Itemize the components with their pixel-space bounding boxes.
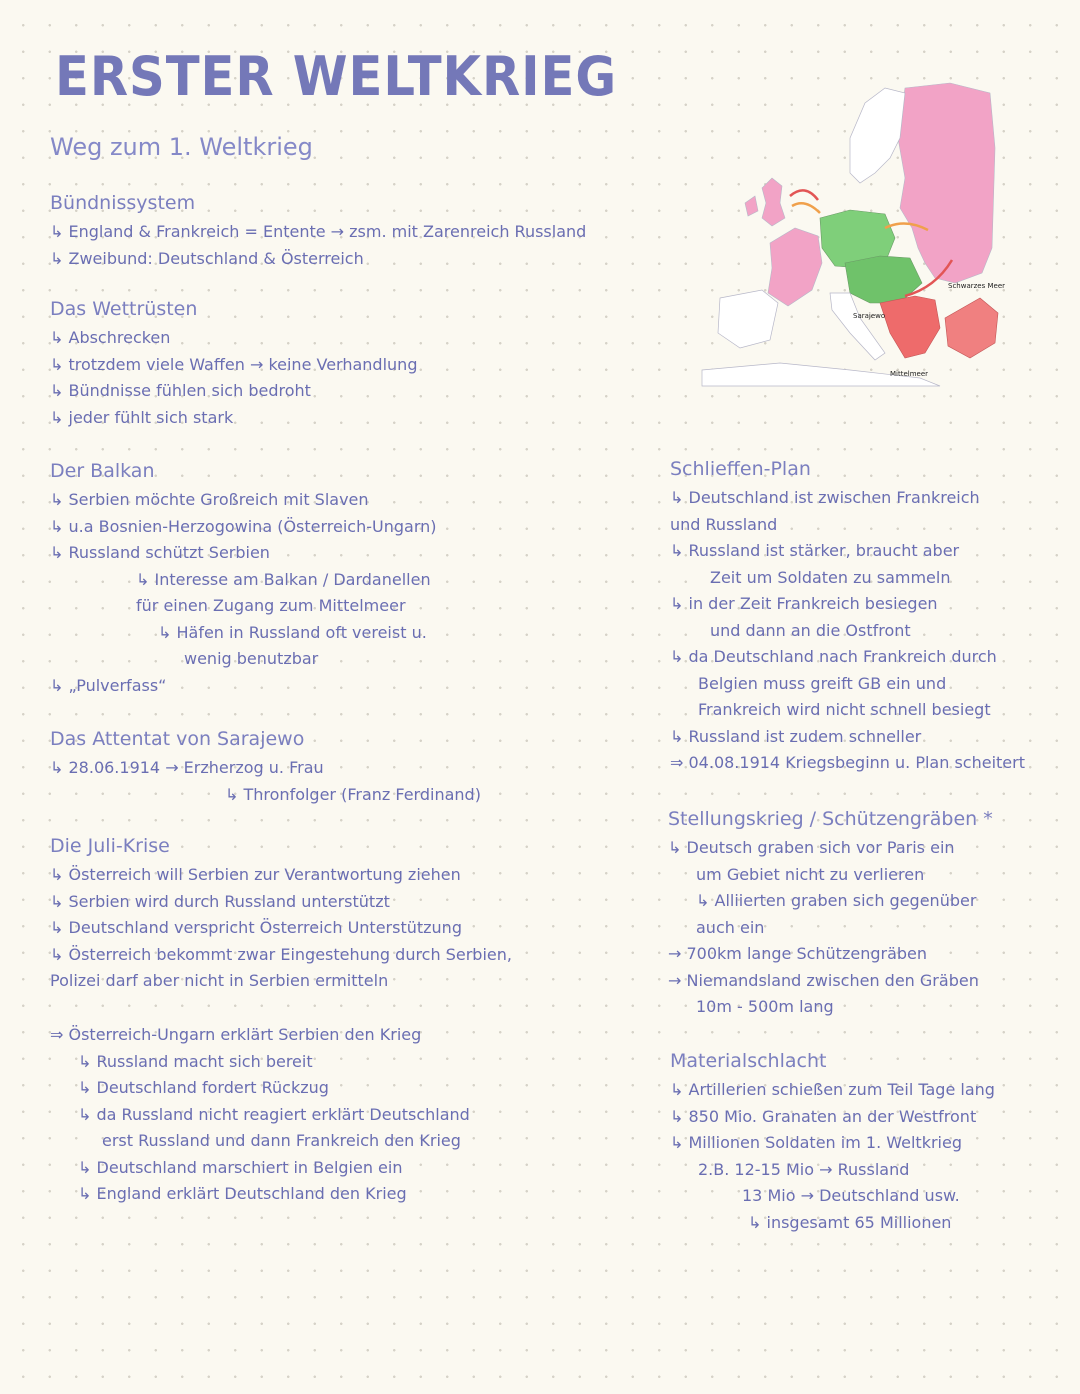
text-line: ↳ Serbien möchte Großreich mit Slaven xyxy=(50,490,369,509)
text-line: ↳ Deutsch graben sich vor Paris ein xyxy=(668,838,955,857)
map-france xyxy=(768,228,822,306)
europe-map xyxy=(700,78,1010,388)
text-line: ↳ Deutschland verspricht Österreich Unterstützung xyxy=(50,918,462,937)
text-line: 10m - 500m lang xyxy=(696,997,834,1016)
text-line: → 700km lange Schützengräben xyxy=(668,944,928,963)
map-label-sarajewo: Sarajewo xyxy=(853,312,886,320)
text-line: ↳ Russland ist zudem schneller xyxy=(670,726,922,746)
map-austria-hungary xyxy=(845,256,922,303)
page-title: ERSTER WELTKRIEG xyxy=(55,45,618,108)
section-attentat xyxy=(50,726,481,808)
text-line: ↳ u.a Bosnien-Herzogowina (Österreich-Ungarn) xyxy=(50,516,437,536)
section-heading: Das Attentat von Sarajewo xyxy=(50,728,305,750)
map-scandinavia xyxy=(850,88,905,183)
section-heading: Die Juli-Krise xyxy=(50,835,170,857)
text-line: und dann an die Ostfront xyxy=(710,620,911,640)
text-line: ↳ Russland schützt Serbien xyxy=(50,543,270,562)
text-line: auch ein xyxy=(696,917,765,937)
text-line: und Russland xyxy=(670,514,778,534)
text-line: ↳ Österreich will Serbien zur Verantwortung ziehen xyxy=(50,865,461,884)
section-stellungskrieg xyxy=(668,806,993,1021)
map-russia xyxy=(898,83,995,283)
text-line: ↳ in der Zeit Frankreich besiegen xyxy=(670,594,938,613)
text-line: ↳ trotzdem viele Waffen → keine Verhandlung xyxy=(50,354,418,374)
map-balkans xyxy=(880,296,940,358)
text-line: ↳ da Russland nicht reagiert erklärt Deutschland xyxy=(78,1104,470,1124)
text-line: erst Russland und dann Frankreich den Krieg xyxy=(102,1131,461,1150)
text-line: ↳ da Deutschland nach Frankreich durch xyxy=(670,647,997,666)
map-iberia xyxy=(718,290,778,348)
text-line: ↳ Russland ist stärker, braucht aber xyxy=(670,541,960,560)
map-ottoman xyxy=(945,298,998,358)
map-ireland xyxy=(745,196,758,216)
text-line: ↳ 28.06.1914 → Erzherzog u. Frau xyxy=(50,758,324,777)
text-line: ⇒ 04.08.1914 Kriegsbeginn u. Plan scheitert xyxy=(670,753,1025,772)
page-subtitle: Weg zum 1. Weltkrieg xyxy=(50,133,313,161)
section-schlieffen xyxy=(670,456,1025,777)
text-line: 2.B. 12-15 Mio → Russland xyxy=(698,1159,910,1179)
section-julikrise xyxy=(50,833,512,995)
section-heading: Der Balkan xyxy=(50,460,155,482)
section-buendnissystem xyxy=(50,190,586,272)
text-line: um Gebiet nicht zu verlieren xyxy=(696,864,925,884)
text-line: ↳ Deutschland marschiert in Belgien ein xyxy=(78,1157,403,1177)
section-balkan xyxy=(50,458,437,699)
text-line: ↳ Österreich bekommt zwar Eingestehung durch Serbien, xyxy=(50,944,512,964)
text-line: → Niemandsland zwischen den Gräben xyxy=(668,970,979,990)
text-line: ⇒ Österreich-Ungarn erklärt Serbien den Krieg xyxy=(50,1025,422,1044)
text-line: ↳ „Pulverfass“ xyxy=(50,675,167,695)
text-line: Belgien muss greift GB ein und xyxy=(698,673,947,693)
text-line: ↳ Serbien wird durch Russland unterstützt xyxy=(50,891,390,911)
text-line: ↳ Abschrecken xyxy=(50,328,171,347)
text-line: ↳ Deutschland ist zwischen Frankreich xyxy=(670,488,980,507)
text-line: Zeit um Soldaten zu sammeln xyxy=(710,567,951,587)
section-heading: Bündnissystem xyxy=(50,192,196,214)
text-line: ↳ Artillerien schießen zum Teil Tage lang xyxy=(670,1080,995,1099)
text-line: ↳ Alliierten graben sich gegenüber xyxy=(696,891,977,910)
section-heading: Das Wettrüsten xyxy=(50,298,198,320)
text-line: ↳ England & Frankreich = Entente → zsm. mit Zarenreich Russland xyxy=(50,222,587,241)
text-line: Polizei darf aber nicht in Serbien ermitteln xyxy=(50,971,389,990)
section-wettruesten xyxy=(50,296,417,431)
text-line: Frankreich wird nicht schnell besiegt xyxy=(698,700,991,719)
text-line: ↳ Zweibund: Deutschland & Österreich xyxy=(50,248,364,268)
text-line: ↳ jeder fühlt sich stark xyxy=(50,407,234,427)
text-line: ↳ 850 Mio. Granaten an der Westfront xyxy=(670,1106,977,1126)
map-arrow-uk xyxy=(790,190,818,200)
map-label-mediterranean: Mittelmeer xyxy=(890,370,929,378)
section-heading: Stellungskrieg / Schützengräben * xyxy=(668,808,993,830)
text-line: wenig benutzbar xyxy=(184,649,319,668)
section-heading: Materialschlacht xyxy=(670,1050,827,1072)
text-line: 13 Mio → Deutschland usw. xyxy=(742,1186,960,1205)
text-line: für einen Zugang zum Mittelmeer xyxy=(136,596,406,615)
text-line: ↳ Millionen Soldaten im 1. Weltkrieg xyxy=(670,1133,962,1152)
map-label-black-sea: Schwarzes Meer xyxy=(948,282,1006,290)
section-materialschlacht xyxy=(670,1048,995,1236)
map-uk xyxy=(762,178,785,226)
map-arrow-west xyxy=(792,203,820,213)
section-kriegserklaerung xyxy=(50,1022,470,1208)
text-line: ↳ Thronfolger (Franz Ferdinand) xyxy=(225,784,481,804)
text-line: ↳ Häfen in Russland oft vereist u. xyxy=(158,622,427,642)
text-line: ↳ Russland macht sich bereit xyxy=(78,1051,313,1071)
text-line: ↳ Interesse am Balkan / Dardanellen xyxy=(136,569,431,589)
text-line: ↳ England erklärt Deutschland den Krieg xyxy=(78,1184,407,1203)
text-line: ↳ Deutschland fordert Rückzug xyxy=(78,1078,329,1097)
section-heading: Schlieffen-Plan xyxy=(670,458,811,480)
text-line: ↳ Bündnisse fühlen sich bedroht xyxy=(50,381,311,400)
text-line: ↳ insgesamt 65 Millionen xyxy=(748,1212,952,1232)
